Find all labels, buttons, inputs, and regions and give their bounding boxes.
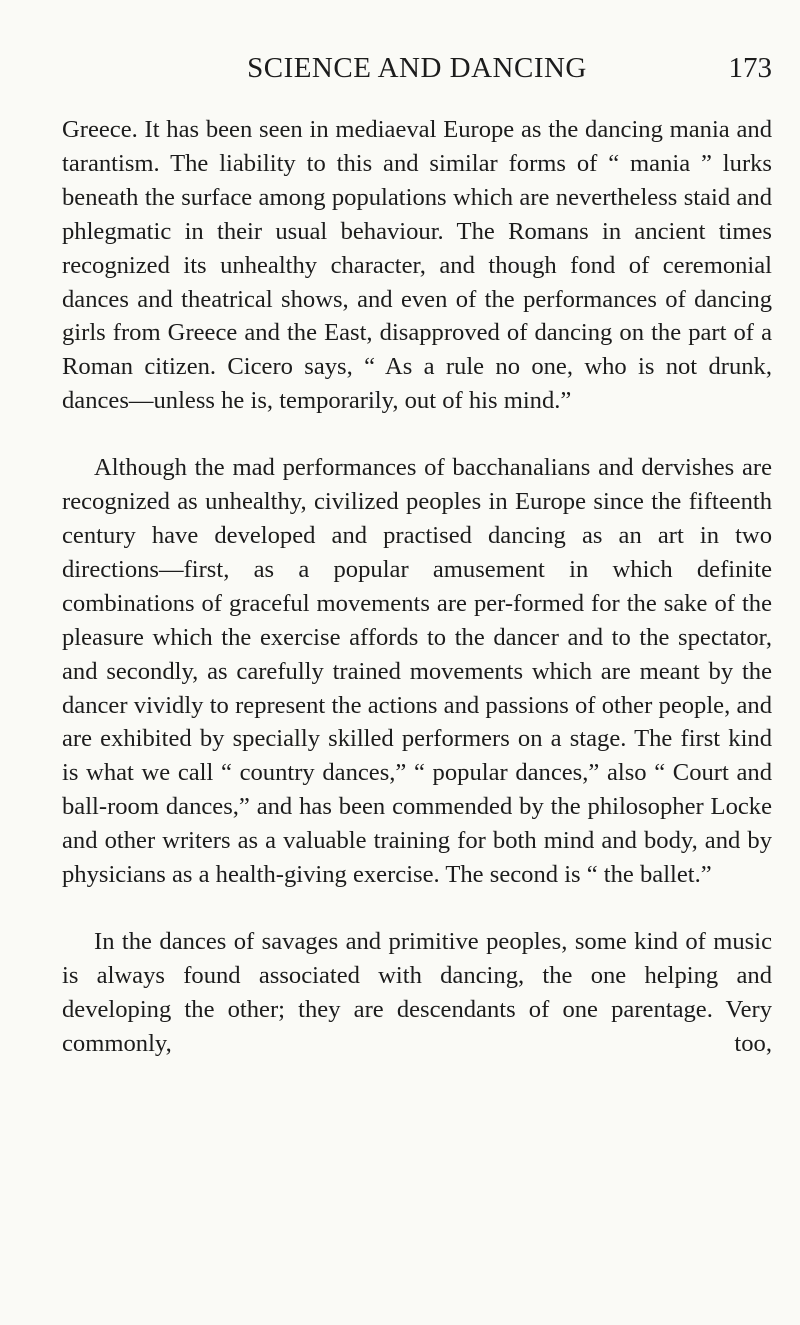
paragraph-3: In the dances of savages and primitive peoples, some kind of music is always found associated with dancing, the one helping and developing the other; they are descendants of one parentage. Very commonly, too, (62, 927, 772, 1057)
body-text (62, 113, 772, 1061)
paragraph-gap (62, 418, 772, 451)
running-title: SCIENCE AND DANCING (247, 52, 587, 84)
paragraph-1: Greece. It has been seen in mediaeval Europe as the dancing mania and tarantism. The liability to this and similar forms of “ mania ” lurks beneath the surface among populations which are nevertheless staid and phlegmatic in their usual behaviour. The Romans in ancient times recognized its unhealthy character, and though fond of ceremonial dances and theatrical shows, and even of the performances of dancing girls from Greece and the East, disapproved of dancing on the part of a Roman citizen. Cicero says, “ As a rule no one, who is not drunk, dances—unless he is, temporarily, out of his mind.” (62, 116, 772, 415)
book-page (62, 0, 772, 1325)
page-number: 173 (728, 52, 772, 84)
paragraph-gap (62, 892, 772, 925)
paragraph-2: Although the mad performances of bacchanalians and dervishes are recognized as unhealthy, civilized peoples in Europe since the fifteenth century have developed and practised dancing as an art in two directions—first, as a popular amusement in which definite combinations of graceful movements are per-formed for the sake of the pleasure which the exercise affords to the dancer and to the spectator, and secondly, as carefully trained movements which are meant by the dancer vividly to represent the actions and passions of other people, and are exhibited by specially skilled performers on a stage. The first kind is what we call “ country dances,” “ popular dances,” also “ Court and ball-room dances,” and has been commended by the philosopher Locke and other writers as a valuable training for both mind and body, and by physicians as a health-giving exercise. The second is “ the ballet.” (62, 454, 772, 889)
running-header (62, 50, 772, 90)
